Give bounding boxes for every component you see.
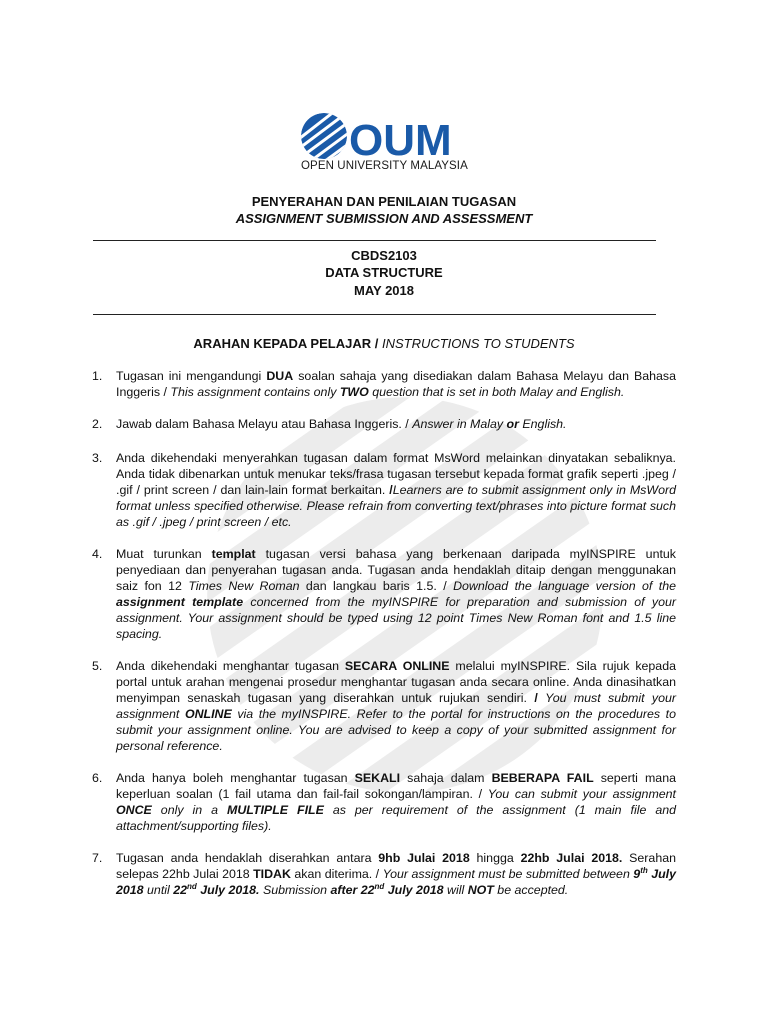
- instruction-text: Anda dikehendaki menyerahkan tugasan dalam format MsWord melainkan dinyatakan sebaliknya. Anda tidak dibenarkan untuk menukar teks/frasa tugasan tersebut kepada format grafik seperti .jpeg / .gif / print screen / dan lain-lain format berkaitan. /Learners are to submit assignment only in MsWord format unless specified otherwise. Please refrain from converting text/phrases into picture format such as .gif / .jpeg / print screen / etc.: [116, 451, 676, 529]
- instruction-number: 4.: [92, 547, 103, 561]
- instruction-item: [92, 368, 676, 400]
- instructions-title-separator: /: [371, 336, 382, 351]
- instruction-text: Anda dikehendaki menghantar tugasan SECARA ONLINE melalui myINSPIRE. Sila rujuk kepada portal untuk arahan mengenai prosedur menghantar tugasan anda secara online. Anda dinasihatkan menyimpan senaskah tugasan yang diserahkan untuk rujukan sendiri. / You must submit your assignment ONLINE via the myINSPIRE. Refer to the portal for instructions on the procedures to submit your assignment online. You are advised to keep a copy of your submitted assignment for personal reference.: [116, 659, 677, 753]
- instruction-item: [92, 450, 676, 530]
- instruction-item: [92, 416, 676, 432]
- course-name: DATA STRUCTURE: [325, 265, 443, 280]
- instruction-item: [92, 658, 676, 754]
- instructions-title-english: INSTRUCTIONS TO STUDENTS: [381, 336, 575, 351]
- instruction-number: 7.: [92, 851, 103, 865]
- course-code: CBDS2103: [351, 248, 417, 263]
- logo-brand: OUM: [349, 116, 452, 165]
- instruction-number: 2.: [92, 417, 103, 431]
- instruction-item: [92, 850, 676, 898]
- divider-bottom: [93, 314, 656, 315]
- divider-top: [93, 240, 656, 241]
- instruction-text: Tugasan anda hendaklah diserahkan antara 9hb Julai 2018 hingga 22hb Julai 2018. Serahan selepas 22hb Julai 2018 TIDAK akan diterima. / Your assignment must be submitted between 9th July 2018 until 22nd July 2018. Submission after 22nd July 2018 will NOT be accepted.: [116, 851, 677, 897]
- instruction-text: Tugasan ini mengandungi DUA soalan sahaja yang disediakan dalam Bahasa Melayu dan Bahasa Inggeris / This assignment contains only TWO question that is set in both Malay and English.: [116, 369, 677, 399]
- instructions-title-malay: ARAHAN KEPADA PELAJAR: [193, 336, 372, 351]
- instruction-item: [92, 546, 676, 642]
- instruction-number: 5.: [92, 659, 103, 673]
- instruction-number: 6.: [92, 771, 103, 785]
- instruction-text: Muat turunkan templat tugasan versi bahasa yang berkenaan daripada myINSPIRE untuk penyediaan dan penyerahan tugasan anda. Tugasan anda hendaklah ditaip dengan menggunakan saiz fon 12 Times New Roman dan langkau baris 1.5. / Download the language version of the assignment template concerned from the myINSPIRE for preparation and submission of your assignment. Your assignment should be typed using 12 point Times New Roman font and 1.5 line spacing.: [116, 547, 676, 641]
- semester: MAY 2018: [354, 283, 414, 298]
- instruction-text: Jawab dalam Bahasa Melayu atau Bahasa Inggeris. / Answer in Malay or English.: [116, 417, 567, 431]
- instruction-text: Anda hanya boleh menghantar tugasan SEKALI sahaja dalam BEBERAPA FAIL seperti mana keperluan soalan (1 fail utama dan fail-fail sokongan/lampiran. / You can submit your assignment ONCE only in a MULTIPLE FILE as per requirement of the assignment (1 main file and attachment/supporting files).: [116, 771, 676, 833]
- title-malay: PENYERAHAN DAN PENILAIAN TUGASAN: [251, 194, 517, 209]
- title-english: ASSIGNMENT SUBMISSION AND ASSESSMENT: [235, 211, 533, 226]
- instructions-title: [0, 336, 768, 351]
- instruction-number: 3.: [92, 451, 103, 465]
- instruction-item: [92, 770, 676, 834]
- instruction-number: 1.: [92, 369, 103, 383]
- instructions-list: [92, 368, 676, 914]
- logo-subtitle: OPEN UNIVERSITY MALAYSIA: [301, 160, 468, 172]
